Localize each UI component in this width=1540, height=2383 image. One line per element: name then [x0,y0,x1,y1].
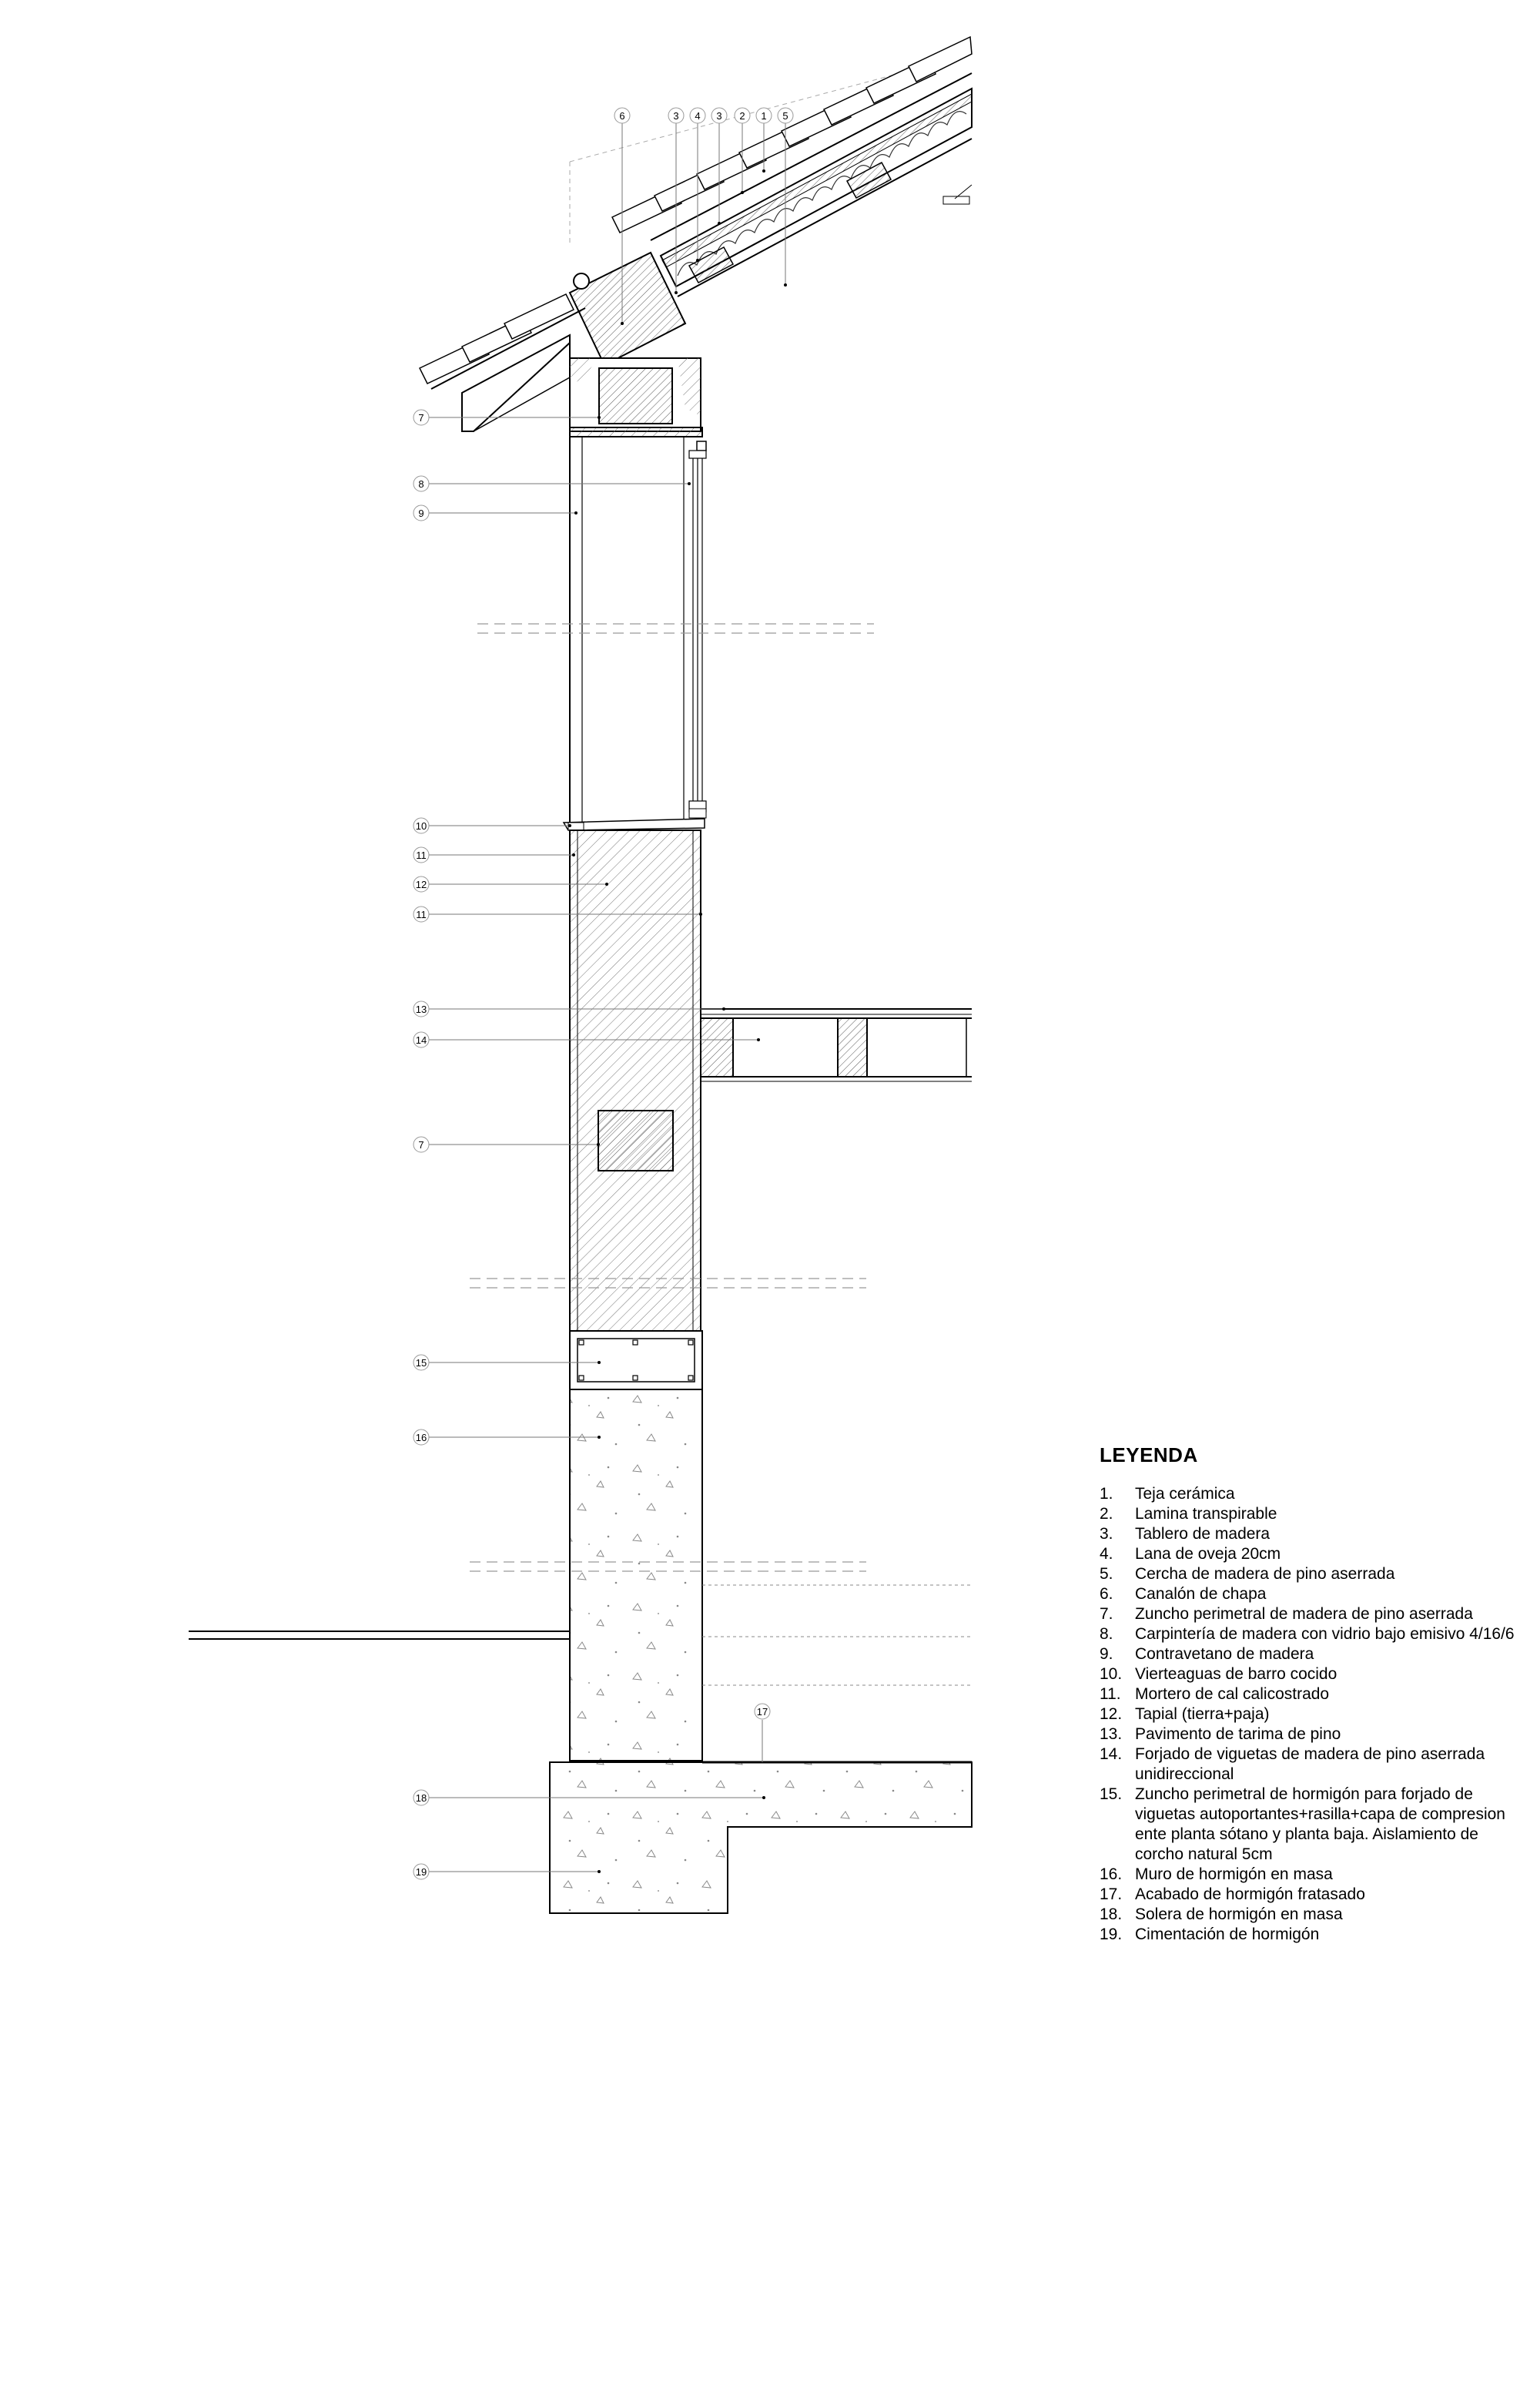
legend-item-number: 9. [1100,1645,1113,1663]
callout-label: 19 [415,1866,427,1878]
legend-item-number: 18. [1100,1905,1123,1923]
legend-item-text: Tablero de madera [1135,1525,1270,1543]
legend-item [1100,1504,1531,1524]
window-assembly [477,437,874,830]
legend-item [1100,1704,1531,1724]
legend-item-text: Cimentación de hormigón [1135,1926,1320,1943]
legend-item-number: 10. [1100,1665,1123,1683]
callout-label: 17 [756,1706,768,1718]
legend-item [1100,1524,1531,1544]
legend-item-number: 5. [1100,1565,1113,1583]
callout-label: 14 [415,1034,427,1046]
legend-item [1100,1584,1531,1604]
legend-item-text: Canalón de chapa [1135,1585,1267,1603]
legend-item [1100,1925,1531,1945]
callout-label: 12 [415,879,427,890]
legend-item-text: Zuncho perimetral de madera de pino aserrada [1135,1605,1473,1623]
legend-item-number: 7. [1100,1605,1113,1623]
legend-item-text: Zuncho perimetral de hormigón para forjado de viguetas autoportantes+rasilla+capa de compresion ente planta sótano y planta baja. Aislamiento de corcho natural 5cm [1135,1785,1505,1863]
concrete-wall-and-foundation [189,1389,972,1913]
legend-item-text: Lamina transpirable [1135,1505,1277,1523]
callout-label: 18 [415,1792,427,1804]
legend [1100,1443,1531,1945]
legend-title: LEYENDA [1100,1443,1198,1466]
legend-item-number: 4. [1100,1545,1113,1563]
callout-label: 16 [415,1432,427,1443]
legend-item-text: Tapial (tierra+paja) [1135,1705,1270,1723]
callout-label: 2 [739,110,745,122]
legend-item-text: Mortero de cal calicostrado [1135,1685,1330,1703]
concrete-ring-beam [570,1331,702,1389]
callout-label: 15 [415,1357,427,1369]
legend-item [1100,1905,1531,1925]
legend-item [1100,1604,1531,1624]
legend-item [1100,1624,1531,1644]
legend-item [1100,1644,1531,1664]
legend-item-text: Pavimento de tarima de pino [1135,1725,1341,1743]
legend-item-number: 11. [1100,1685,1121,1703]
legend-item-number: 15. [1100,1785,1123,1803]
callout-label: 3 [673,110,679,122]
callout-label: 6 [619,110,625,122]
legend-item-text: Lana de oveja 20cm [1135,1545,1281,1563]
callout-label: 13 [415,1004,427,1015]
timber-floor [701,1009,972,1081]
callout-label: 10 [415,820,427,832]
legend-item-text: Carpintería de madera con vidrio bajo emisivo 4/16/6 [1135,1625,1515,1643]
legend-item [1100,1785,1531,1865]
legend-item-text: Vierteaguas de barro cocido [1135,1665,1337,1683]
legend-item-text: Cercha de madera de pino aserrada [1135,1565,1395,1583]
callout-label: 11 [416,850,427,861]
callout-label: 11 [416,909,427,920]
legend-item-text: Solera de hormigón en masa [1135,1905,1343,1923]
legend-item-number: 16. [1100,1865,1123,1883]
legend-item-text: Muro de hormigón en masa [1135,1865,1333,1883]
legend-item-number: 2. [1100,1505,1113,1523]
legend-item [1100,1564,1531,1584]
roof-assembly [420,37,972,451]
legend-item-number: 12. [1100,1705,1123,1723]
legend-item [1100,1544,1531,1564]
legend-item-number: 8. [1100,1625,1113,1643]
legend-item [1100,1484,1531,1504]
legend-item-number: 3. [1100,1525,1113,1543]
legend-item-text: Teja cerámica [1135,1485,1235,1503]
legend-item-text: Contravetano de madera [1135,1645,1314,1663]
legend-item-text: Forjado de viguetas de madera de pino aserrada unidireccional [1135,1745,1485,1783]
callout-label: 8 [418,478,424,490]
legend-item [1100,1724,1531,1745]
legend-item-number: 14. [1100,1745,1123,1763]
legend-item-text: Acabado de hormigón fratasado [1135,1885,1365,1903]
legend-item-number: 13. [1100,1725,1123,1743]
rammed-earth-wall [470,830,866,1331]
legend-item-number: 19. [1100,1926,1123,1943]
callout-label: 4 [695,110,701,122]
callout-label: 3 [716,110,722,122]
callout-label: 7 [418,412,424,424]
callout-label: 9 [418,508,424,519]
legend-item-number: 1. [1100,1485,1113,1503]
legend-list [1100,1484,1531,1945]
callout-label: 7 [418,1139,424,1151]
legend-item-number: 6. [1100,1585,1113,1603]
legend-item [1100,1865,1531,1885]
legend-item-number: 17. [1100,1885,1123,1903]
legend-item [1100,1885,1531,1905]
callout-label: 1 [761,110,767,122]
legend-item [1100,1684,1531,1704]
callout-label: 5 [782,110,788,122]
legend-item [1100,1664,1531,1684]
legend-item [1100,1745,1531,1785]
